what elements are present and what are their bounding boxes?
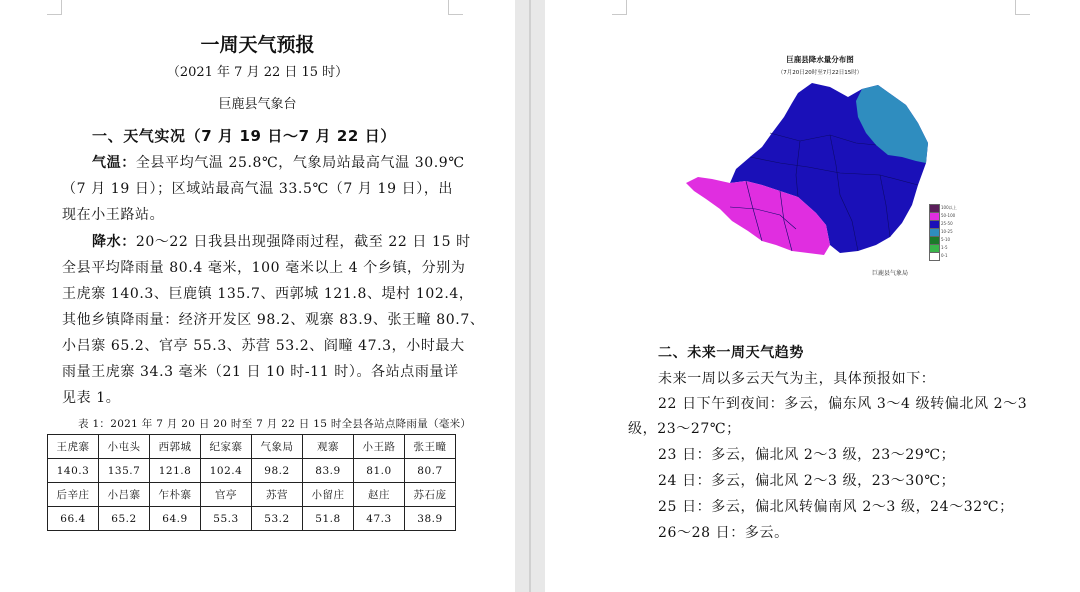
rain-paragraph-line: 雨量王虎寨 34.3 毫米（21 日 10 时-11 时）。各站点雨量详 xyxy=(62,364,459,380)
rainfall-value-cell: 66.4 xyxy=(48,507,99,531)
legend-label: 0-1 xyxy=(941,253,948,258)
map-title: 巨鹿县降水量分布图 xyxy=(786,55,854,64)
rainfall-value-cell: 102.4 xyxy=(201,459,252,483)
precipitation-map xyxy=(680,45,960,285)
rainfall-value-cell: 135.7 xyxy=(99,459,150,483)
station-name-cell: 西郭城 xyxy=(150,435,201,459)
station-name-cell: 气象局 xyxy=(252,435,303,459)
document-page-left xyxy=(0,0,515,592)
station-name-cell: 王虎寨 xyxy=(48,435,99,459)
table-caption: 表 1：2021 年 7 月 20 日 20 时至 7 月 22 日 15 时全县各站点降雨量（毫米） xyxy=(78,418,472,430)
rainfall-value-cell: 83.9 xyxy=(303,459,354,483)
forecast-line: 23 日：多云，偏北风 2～3 级，23～29℃； xyxy=(658,447,956,463)
station-name-cell: 小吕寨 xyxy=(99,483,150,507)
temperature-paragraph-line: （7 月 19 日）；区域站最高气温 33.5℃（7 月 19 日），出 xyxy=(62,181,454,197)
page-corner-mark xyxy=(448,0,463,15)
legend-label: 50-100 xyxy=(941,213,956,218)
rain-paragraph-line: 小吕寨 65.2、官亭 55.3、苏营 53.2、阎疃 47.3，小时最大 xyxy=(62,338,465,354)
rainfall-value-cell: 140.3 xyxy=(48,459,99,483)
page-corner-mark xyxy=(612,0,627,15)
table-row xyxy=(48,435,456,459)
rainfall-value-cell: 121.8 xyxy=(150,459,201,483)
station-name-cell: 官亭 xyxy=(201,483,252,507)
section-heading-observation: 一、天气实况（7 月 19 日～7 月 22 日） xyxy=(92,127,396,145)
forecast-line: 级，23～27℃； xyxy=(628,421,741,437)
rainfall-value-cell: 55.3 xyxy=(201,507,252,531)
legend-label: 1-5 xyxy=(941,245,948,250)
rain-paragraph-line: 全县平均降雨量 80.4 毫米，100 毫米以上 4 个乡镇，分别为 xyxy=(62,260,466,276)
station-name-cell: 乍朴寨 xyxy=(150,483,201,507)
rainfall-value-cell: 47.3 xyxy=(354,507,405,531)
station-name-cell: 苏营 xyxy=(252,483,303,507)
rainfall-value-cell: 65.2 xyxy=(99,507,150,531)
station-name-cell: 赵庄 xyxy=(354,483,405,507)
page-gutter xyxy=(515,0,545,592)
temperature-paragraph-line: 气温：全县平均气温 25.8℃，气象局站最高气温 30.9℃ xyxy=(92,155,465,171)
station-name-cell: 观寨 xyxy=(303,435,354,459)
station-name-cell: 后辛庄 xyxy=(48,483,99,507)
station-name-cell: 小王路 xyxy=(354,435,405,459)
table-row xyxy=(48,483,456,507)
document-title: 一周天气预报 xyxy=(200,34,315,56)
rain-paragraph-line: 降水：20～22 日我县出现强降雨过程，截至 22 日 15 时 xyxy=(92,234,471,250)
legend-label: 5-10 xyxy=(941,237,951,242)
legend-swatch xyxy=(929,252,940,261)
forecast-line: 24 日：多云，偏北风 2～3 级，23～30℃； xyxy=(658,473,956,489)
station-name-cell: 纪家寨 xyxy=(201,435,252,459)
forecast-line: 22 日下午到夜间：多云，偏东风 3～4 级转偏北风 2～3 xyxy=(658,396,1028,412)
issue-datetime: （2021 年 7 月 22 日 15 时） xyxy=(166,65,349,80)
table-row xyxy=(48,459,456,483)
station-name-cell: 张王疃 xyxy=(405,435,456,459)
rain-paragraph-line: 其他乡镇降雨量：经济开发区 98.2、观寨 83.9、张王疃 80.7、 xyxy=(62,312,485,328)
station-name-cell: 小屯头 xyxy=(99,435,150,459)
rainfall-value-cell: 51.8 xyxy=(303,507,354,531)
page-corner-mark xyxy=(1015,0,1030,15)
forecast-line: 25 日：多云，偏北风转偏南风 2～3 级，24～32℃； xyxy=(658,499,1014,515)
rainfall-value-cell: 53.2 xyxy=(252,507,303,531)
rainfall-table xyxy=(47,434,456,531)
rainfall-value-cell: 81.0 xyxy=(354,459,405,483)
rain-paragraph-line: 王虎寨 140.3、巨鹿镇 135.7、西郭城 121.8、堤村 102.4， xyxy=(62,286,474,302)
rainfall-value-cell: 80.7 xyxy=(405,459,456,483)
rain-paragraph-line: 见表 1。 xyxy=(62,390,121,406)
map-subtitle: （7月20日20时至7月22日15时） xyxy=(777,70,863,76)
map-credit: 巨鹿县气象局 xyxy=(872,270,909,277)
rain-label: 降水： xyxy=(92,234,136,250)
forecast-line: 26～28 日：多云。 xyxy=(658,525,789,541)
forecast-intro: 未来一周以多云天气为主，具体预报如下： xyxy=(658,371,936,387)
station-name-cell: 苏石庞 xyxy=(405,483,456,507)
issuer: 巨鹿县气象台 xyxy=(218,97,297,112)
legend-label: 100以上 xyxy=(941,205,957,210)
rainfall-value-cell: 98.2 xyxy=(252,459,303,483)
rainfall-value-cell: 64.9 xyxy=(150,507,201,531)
page-corner-mark xyxy=(47,0,62,15)
legend-label: 25-50 xyxy=(941,221,953,226)
rainfall-value-cell: 38.9 xyxy=(405,507,456,531)
legend-label: 10-25 xyxy=(941,229,953,234)
section-heading-forecast: 二、未来一周天气趋势 xyxy=(658,345,804,361)
temperature-label: 气温： xyxy=(92,155,136,171)
table-row xyxy=(48,507,456,531)
station-name-cell: 小留庄 xyxy=(303,483,354,507)
temperature-paragraph-line: 现在小王路站。 xyxy=(62,207,165,223)
